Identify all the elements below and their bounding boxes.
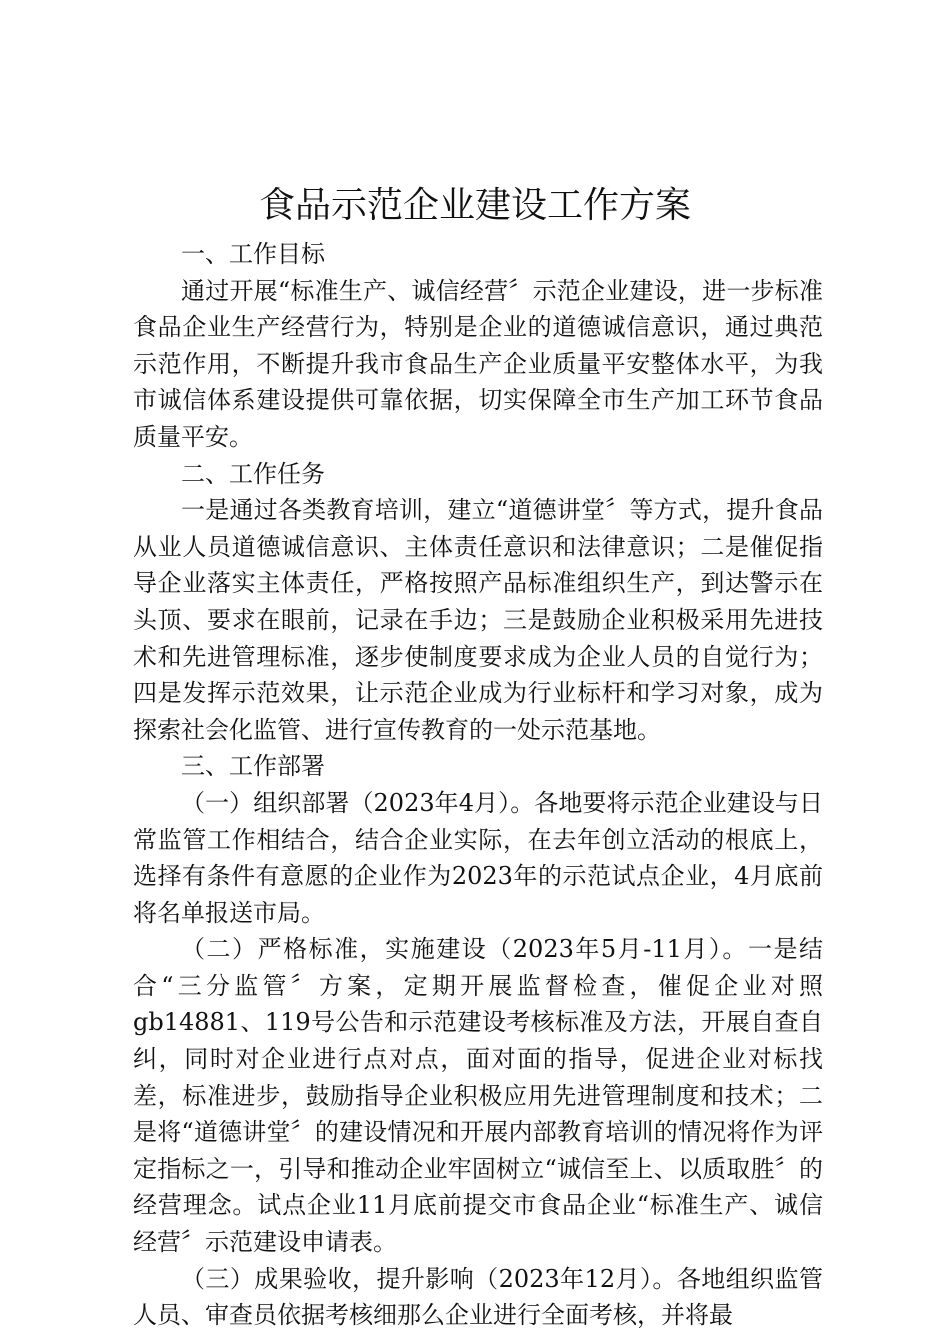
section-heading-tasks: 二、工作任务: [181, 459, 325, 488]
paragraph-deployment-2: （二）严格标准，实施建设（2023年5月-11月）。一是结合“三分监管〞方案，定期开展监督检查，催促企业对照gb14881、119号公告和示范建设考核标准及方法，开展自查自纠，同时对企业进行点对点，面对面的指导，促进企业对标找差，标准进步，鼓励指导企业积极应用先进管理制度和技术；二是将“道德讲堂〞的建设情况和开展内部教育培训的情况将作为评定指标之一，引导和推动企业牢固树立“诚信至上、以质取胜〞的经营理念。试点企业11月底前提交市食品企业“标准生产、诚信经营〞示范建设申请表。: [133, 935, 823, 1257]
paragraph-deployment-1: （一）组织部署（2023年4月）。各地要将示范企业建设与日常监管工作相结合，结合企业实际，在去年创立活动的根底上，选择有条件有意愿的企业作为2023年的示范试点企业，4月底前将名单报送市局。: [133, 788, 823, 927]
section-heading-goals: 一、工作目标: [181, 240, 325, 268]
document-body: [133, 236, 823, 1334]
paragraph-goals: 通过开展“标准生产、诚信经营〞示范企业建设，进一步标准食品企业生产经营行为，特别是企业的道德诚信意识，通过典范示范作用，不断提升我市食品生产企业质量平安整体水平，为我市诚信体系建设提供可靠依据，切实保障全市生产加工环节食品质量平安。: [133, 276, 823, 451]
paragraph-tasks: 一是通过各类教育培训，建立“道德讲堂〞等方式，提升食品从业人员道德诚信意识、主体责任意识和法律意识；二是催促指导企业落实主体责任，严格按照产品标准组织生产，到达警示在头顶、要求在眼前，记录在手边；三是鼓励企业积极采用先进技术和先进管理标准，逐步使制度要求成为企业人员的自觉行为；四是发挥示范效果，让示范企业成为行业标杆和学习对象，成为探索社会化监管、进行宣传教育的一处示范基地。: [133, 496, 823, 744]
document-title: 食品示范企业建设工作方案: [258, 185, 691, 226]
section-heading-deployment: 三、工作部署: [181, 752, 325, 781]
paragraph-deployment-3: （三）成果验收，提升影响（2023年12月）。各地组织监管人员、审查员依据考核细那么企业进行全面考核，并将最: [133, 1264, 823, 1330]
